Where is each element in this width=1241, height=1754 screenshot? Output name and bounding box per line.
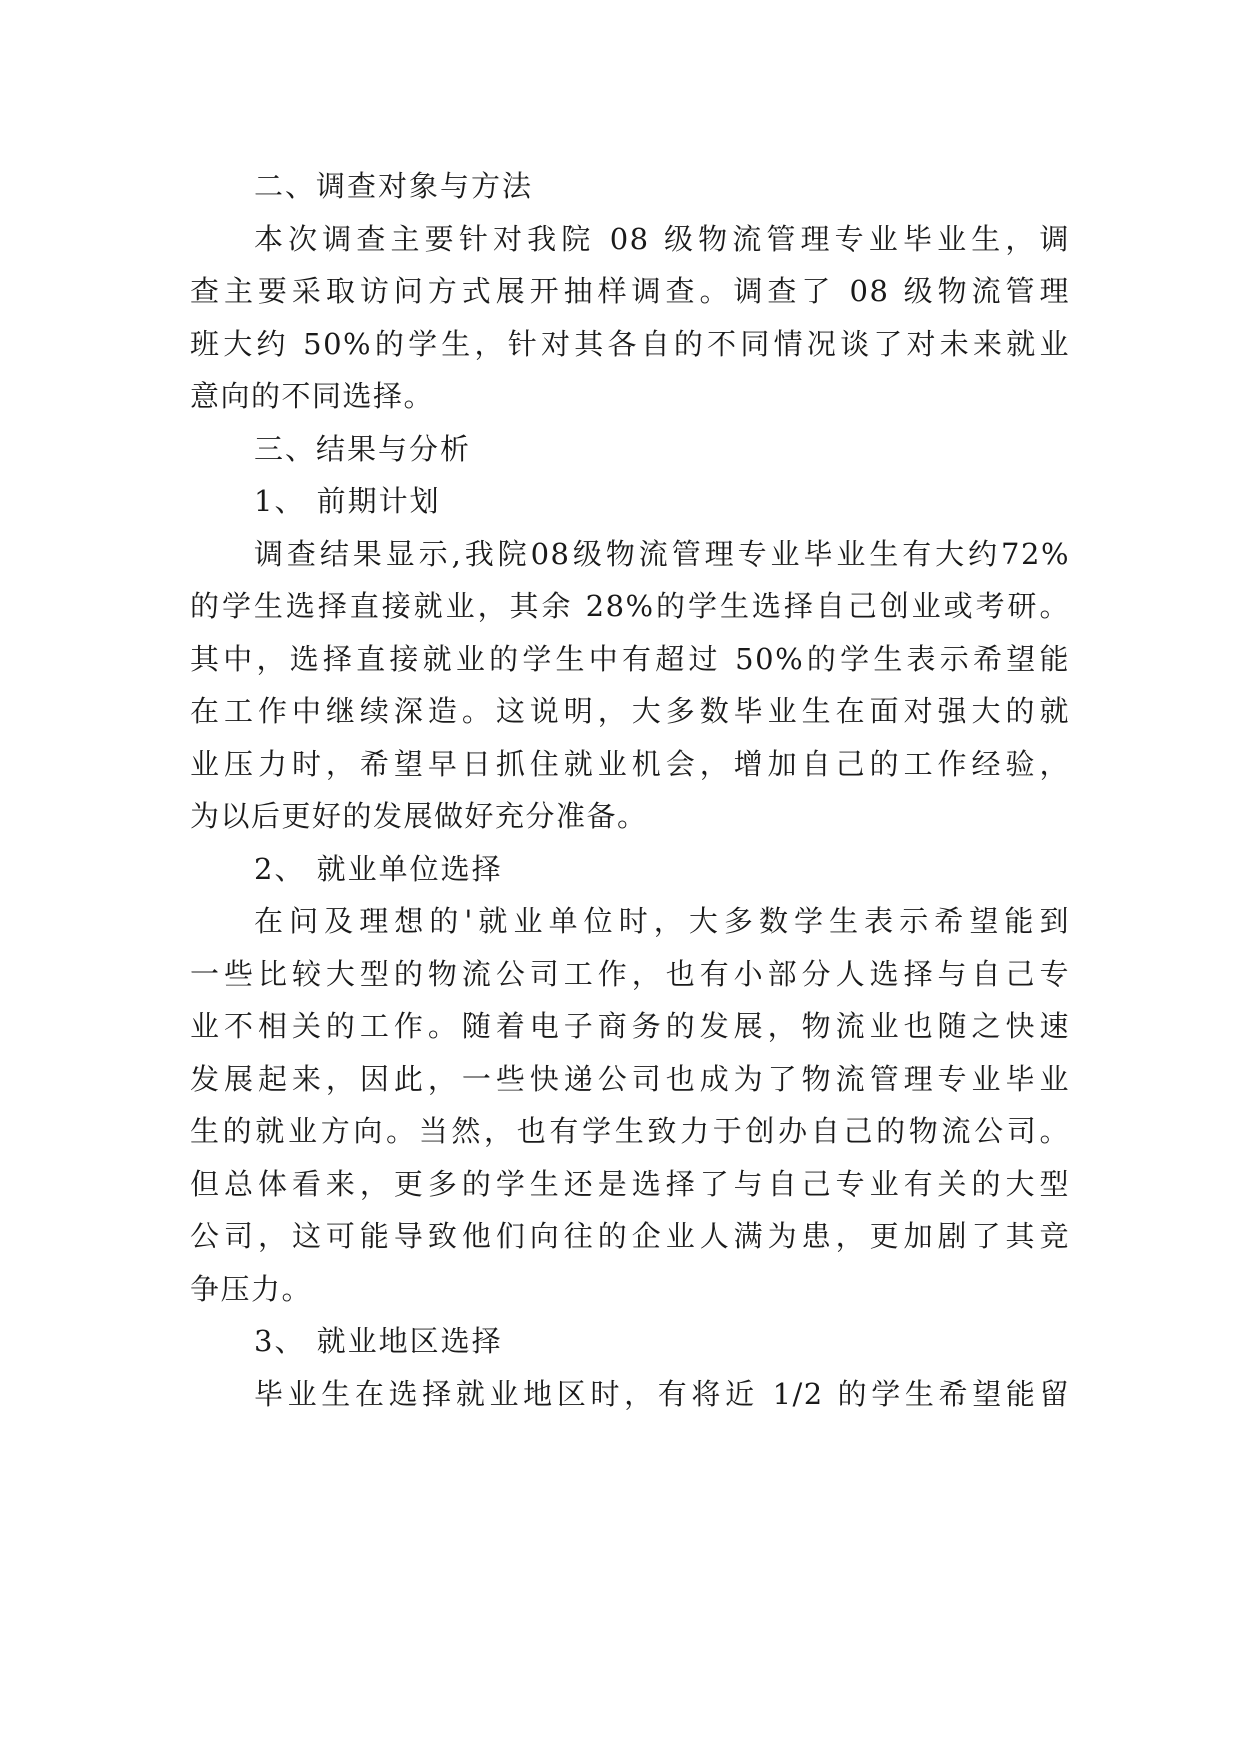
paragraph-line: 班大约 50%的学生，针对其各自的不同情况谈了对未来就业 — [190, 326, 1070, 361]
paragraph-line: 发展起来，因此，一些快递公司也成为了物流管理专业毕业 — [190, 1061, 1070, 1096]
paragraph-line: 一些比较大型的物流公司工作，也有小部分人选择与自己专 — [190, 956, 1070, 991]
paragraph-line: 但总体看来，更多的学生还是选择了与自己专业有关的大型 — [190, 1166, 1070, 1201]
section-heading: 1、 前期计划 — [254, 484, 441, 518]
document-body — [190, 160, 1070, 1420]
section-heading: 3、 就业地区选择 — [254, 1324, 503, 1358]
paragraph-line: 在问及理想的'就业单位时，大多数学生表示希望能到 — [254, 904, 1070, 938]
paragraph-line: 的学生选择直接就业，其余 28%的学生选择自己创业或考研。 — [190, 589, 1070, 623]
paragraph-line: 业压力时，希望早日抓住就业机会，增加自己的工作经验， — [190, 746, 1070, 781]
paragraph-line: 查主要采取访问方式展开抽样调查。调查了 08 级物流管理 — [190, 274, 1070, 308]
paragraph-line: 生的就业方向。当然，也有学生致力于创办自己的物流公司。 — [190, 1114, 1070, 1148]
paragraph-line: 在工作中继续深造。这说明，大多数毕业生在面对强大的就 — [190, 694, 1070, 728]
paragraph-line: 争压力。 — [190, 1271, 313, 1306]
paragraph-line: 为以后更好的发展做好充分准备。 — [190, 799, 648, 833]
paragraph-line: 毕业生在选择就业地区时，有将近 1/2 的学生希望能留 — [254, 1376, 1070, 1411]
section-heading: 三、结果与分析 — [254, 431, 472, 466]
paragraph-line: 调查结果显示,我院08级物流管理专业毕业生有大约72% — [254, 536, 1070, 571]
paragraph-line: 本次调查主要针对我院 08 级物流管理专业毕业生，调 — [254, 221, 1070, 256]
paragraph-line: 业不相关的工作。随着电子商务的发展，物流业也随之快速 — [190, 1009, 1070, 1043]
paragraph-line: 其中，选择直接就业的学生中有超过 50%的学生表示希望能 — [190, 641, 1070, 676]
paragraph-line: 意向的不同选择。 — [190, 379, 435, 413]
paragraph-line: 公司，这可能导致他们向往的企业人满为患，更加剧了其竞 — [190, 1219, 1070, 1253]
section-heading: 2、 就业单位选择 — [254, 851, 503, 886]
section-heading: 二、调查对象与方法 — [254, 169, 534, 203]
